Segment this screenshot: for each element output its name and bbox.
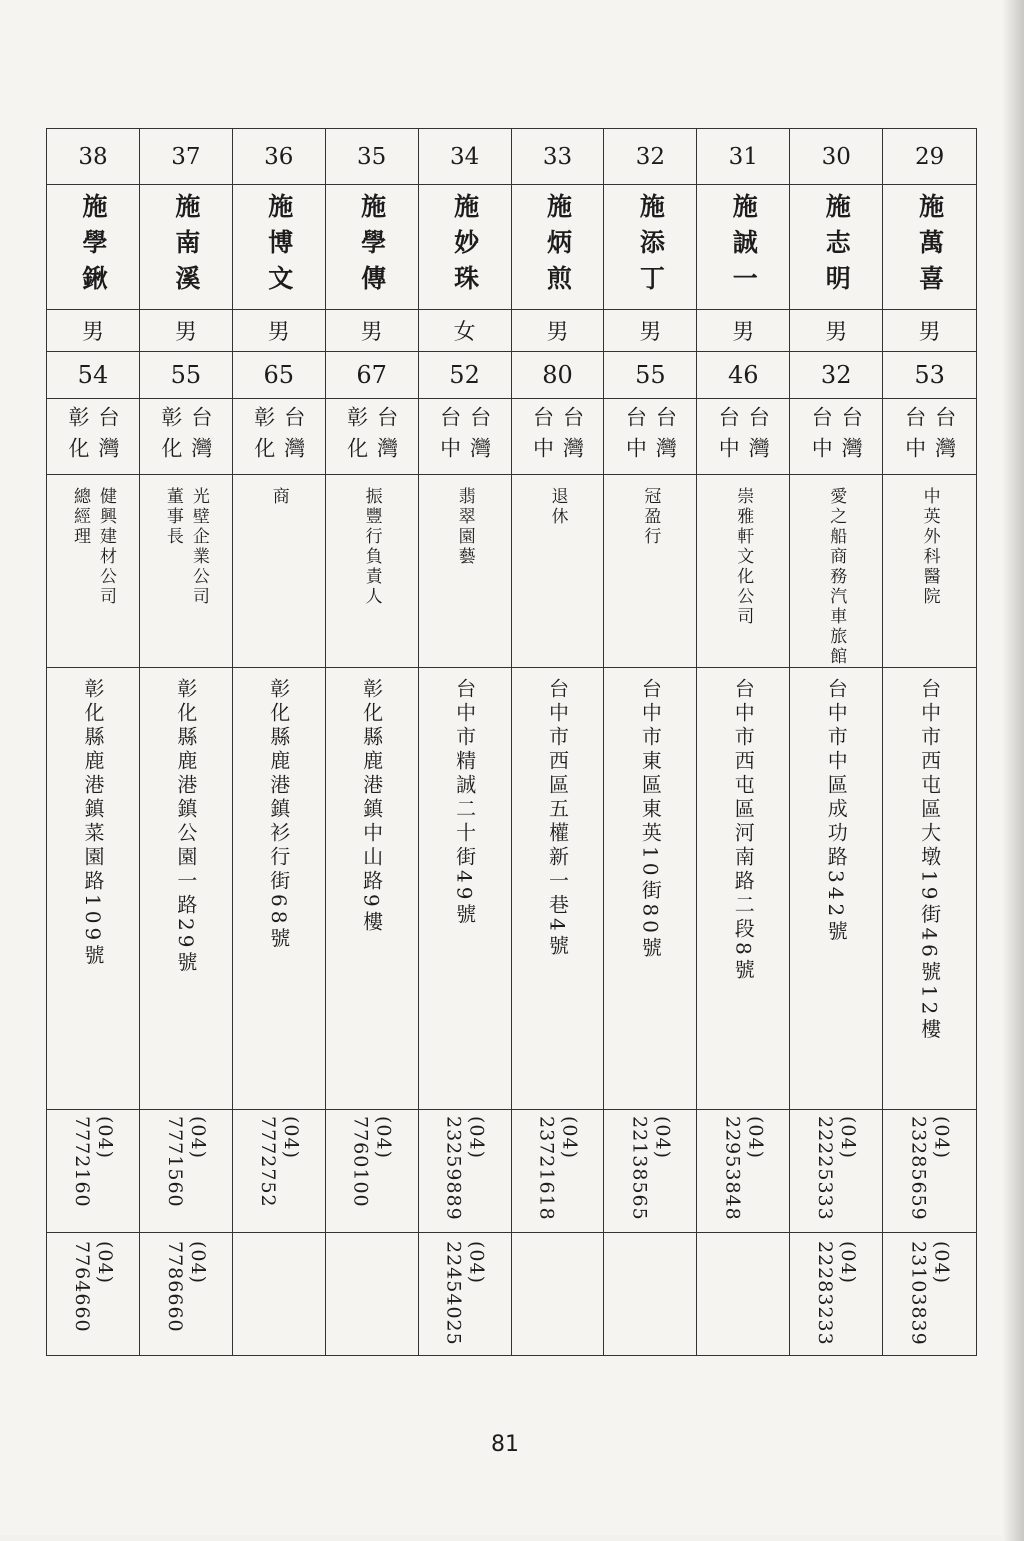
person-name: 施學鍬	[78, 193, 108, 301]
phone-part: (04)	[651, 1116, 674, 1160]
phone-part: 22454025	[442, 1241, 465, 1346]
age-cell	[233, 352, 325, 399]
origin	[900, 406, 960, 468]
sex: 男	[825, 320, 848, 345]
origin-part: 台灣	[281, 405, 306, 468]
sex: 男	[918, 320, 941, 345]
origin-part: 台灣	[932, 405, 957, 468]
age: 32	[820, 361, 852, 389]
occupation-line: 光壁企業公司	[188, 487, 209, 607]
origin-part: 彰化	[251, 405, 276, 468]
age-cell	[604, 352, 696, 399]
number-cell	[233, 129, 325, 185]
age-cell	[140, 352, 232, 399]
phone-part: (04)	[930, 1241, 953, 1285]
entry-number: 38	[78, 143, 108, 170]
address: 彰化縣鹿港鎮衫行街68號	[266, 678, 291, 952]
phone-part: (04)	[279, 1116, 302, 1160]
phone-number	[70, 1116, 116, 1208]
phone-cell	[790, 1233, 882, 1355]
phone-part: 7771560	[163, 1116, 186, 1208]
address: 台中市西區五權新一巷4號	[545, 678, 570, 959]
occupation-line: 冠盈行	[640, 487, 661, 547]
address: 台中市東區東英10街80號	[638, 678, 663, 961]
origin	[156, 406, 216, 468]
age: 52	[449, 361, 480, 389]
age: 46	[728, 361, 759, 389]
address-cell	[233, 668, 325, 1110]
phone-number	[813, 1116, 859, 1221]
sex-cell	[233, 310, 325, 352]
occupation-line: 振豐行負責人	[361, 487, 382, 607]
phone-cell	[326, 1233, 418, 1355]
number-cell	[140, 129, 232, 185]
table-column	[326, 129, 419, 1355]
origin-part: 彰化	[344, 405, 369, 468]
address: 台中市精誠二十街49號	[452, 678, 477, 928]
phone-cell	[697, 1233, 789, 1355]
table-column	[697, 129, 790, 1355]
phone-part: (04)	[186, 1241, 209, 1285]
origin	[713, 406, 773, 468]
origin-cell	[790, 399, 882, 475]
table-column	[512, 129, 605, 1355]
number-cell	[604, 129, 696, 185]
phone-cell	[883, 1233, 976, 1355]
occupation-line: 退休	[547, 487, 568, 527]
occupation	[917, 487, 943, 607]
phone-part: 7786660	[163, 1241, 186, 1333]
phone-part: 23285659	[907, 1116, 930, 1221]
phone-part: 7764660	[70, 1241, 93, 1333]
address-cell	[604, 668, 696, 1110]
occupation-cell	[883, 475, 976, 668]
table-column	[419, 129, 512, 1355]
name-cell	[47, 185, 139, 310]
name-cell	[140, 185, 232, 310]
address-cell	[790, 668, 882, 1110]
table-column	[604, 129, 697, 1355]
origin-part: 台灣	[746, 405, 771, 468]
number-cell	[512, 129, 604, 185]
phone-part: 23721618	[535, 1116, 558, 1221]
phone-cell	[233, 1110, 325, 1233]
phone-cell	[140, 1110, 232, 1233]
origin-cell	[419, 399, 511, 475]
person-name: 施博文	[264, 193, 294, 301]
phone-number	[163, 1241, 209, 1333]
origin	[527, 406, 587, 468]
phone-cell	[883, 1110, 976, 1233]
origin-cell	[512, 399, 604, 475]
person-name: 施南溪	[171, 193, 201, 301]
person-name: 施炳煎	[543, 193, 573, 301]
phone-part: 22283233	[814, 1241, 837, 1346]
occupation-line: 愛之船商務汽車旅館	[826, 487, 847, 667]
occupation	[730, 487, 756, 627]
origin-part: 台灣	[467, 405, 492, 468]
phone-part: (04)	[372, 1116, 395, 1160]
sex-cell	[790, 310, 882, 352]
occupation	[452, 487, 478, 567]
phone-part: 22953848	[721, 1116, 744, 1221]
phone-part: 22225333	[814, 1116, 837, 1221]
table-column	[47, 129, 140, 1355]
table-column	[140, 129, 233, 1355]
name-cell	[790, 185, 882, 310]
number-cell	[419, 129, 511, 185]
occupation-cell	[790, 475, 882, 668]
sex-cell	[419, 310, 511, 352]
number-cell	[47, 129, 139, 185]
occupation-cell	[233, 475, 325, 668]
phone-cell	[233, 1233, 325, 1355]
sex-cell	[512, 310, 604, 352]
occupation-line: 健興建材公司	[95, 487, 116, 607]
name-cell	[419, 185, 511, 310]
origin-part: 台中	[437, 405, 462, 468]
origin-part: 彰化	[65, 405, 90, 468]
person-name: 施添丁	[636, 193, 666, 301]
entry-number: 36	[264, 143, 294, 170]
phone-cell	[47, 1233, 139, 1355]
occupation-line: 董事長	[162, 487, 183, 547]
entry-number: 31	[728, 143, 758, 170]
age-cell	[697, 352, 789, 399]
phone-cell	[419, 1110, 511, 1233]
sex: 女	[453, 320, 476, 345]
age-cell	[419, 352, 511, 399]
origin-part: 台中	[623, 405, 648, 468]
phone-number	[720, 1116, 766, 1221]
member-table	[46, 128, 977, 1356]
age: 65	[263, 361, 295, 389]
phone-part: (04)	[837, 1116, 860, 1160]
page-number: 81	[491, 1432, 519, 1457]
phone-part: (04)	[930, 1116, 953, 1160]
name-cell	[604, 185, 696, 310]
table-column	[883, 129, 976, 1355]
origin-part: 台灣	[653, 405, 678, 468]
phone-part: (04)	[465, 1116, 488, 1160]
origin-part: 台灣	[188, 405, 213, 468]
phone-number	[349, 1116, 395, 1208]
number-cell	[790, 129, 882, 185]
phone-number	[907, 1116, 953, 1221]
phone-part: 23259889	[442, 1116, 465, 1221]
occupation	[637, 487, 663, 547]
age: 80	[542, 361, 573, 389]
sex: 男	[174, 320, 197, 345]
address-cell	[512, 668, 604, 1110]
age-cell	[47, 352, 139, 399]
phone-number	[627, 1116, 673, 1221]
table-column	[233, 129, 326, 1355]
age-cell	[790, 352, 882, 399]
occupation-cell	[140, 475, 232, 668]
origin-cell	[326, 399, 418, 475]
sex-cell	[47, 310, 139, 352]
age-cell	[883, 352, 976, 399]
phone-cell	[697, 1110, 789, 1233]
occupation-cell	[47, 475, 139, 668]
address-cell	[326, 668, 418, 1110]
phone-part: 22138565	[628, 1116, 651, 1221]
sex-cell	[326, 310, 418, 352]
origin-part: 台灣	[560, 405, 585, 468]
entry-number: 33	[542, 143, 573, 170]
origin-part: 台中	[716, 405, 741, 468]
phone-number	[442, 1116, 488, 1221]
age-cell	[326, 352, 418, 399]
occupation-line: 總經理	[69, 487, 90, 547]
origin-part: 彰化	[158, 405, 183, 468]
origin-part: 台灣	[839, 405, 864, 468]
entry-number: 30	[821, 143, 851, 170]
person-name: 施志明	[822, 193, 852, 301]
origin-cell	[47, 399, 139, 475]
book-binding-shadow	[1002, 0, 1024, 1541]
name-cell	[697, 185, 789, 310]
address-cell	[697, 668, 789, 1110]
occupation	[160, 487, 212, 607]
occupation	[359, 487, 385, 607]
sex: 男	[267, 320, 290, 345]
name-cell	[883, 185, 976, 310]
origin-cell	[604, 399, 696, 475]
person-name: 施萬喜	[915, 193, 945, 301]
origin	[63, 406, 123, 468]
sex: 男	[546, 320, 569, 345]
phone-cell	[790, 1110, 882, 1233]
sex: 男	[360, 320, 383, 345]
phone-part: (04)	[558, 1116, 581, 1160]
phone-number	[534, 1116, 580, 1221]
age: 55	[635, 361, 666, 389]
entry-number: 34	[449, 143, 480, 170]
phone-part: (04)	[93, 1116, 116, 1160]
phone-number	[256, 1116, 302, 1208]
phone-part: 23103839	[907, 1241, 930, 1346]
address-cell	[140, 668, 232, 1110]
origin	[806, 406, 866, 468]
age: 54	[77, 361, 109, 389]
number-cell	[326, 129, 418, 185]
phone-part: (04)	[465, 1241, 488, 1285]
origin-part: 台中	[530, 405, 555, 468]
origin-cell	[140, 399, 232, 475]
name-cell	[326, 185, 418, 310]
phone-number	[163, 1116, 209, 1208]
origin-cell	[883, 399, 976, 475]
occupation-line: 中英外科醫院	[919, 487, 940, 607]
occupation-cell	[326, 475, 418, 668]
address: 彰化縣鹿港鎮公園一路29號	[173, 678, 198, 976]
address: 台中市西屯區大墩19街46號12樓	[917, 678, 942, 1043]
phone-cell	[512, 1233, 604, 1355]
name-cell	[512, 185, 604, 310]
phone-part: (04)	[837, 1241, 860, 1285]
occupation-cell	[419, 475, 511, 668]
age: 55	[170, 361, 202, 389]
entry-number: 29	[914, 143, 945, 170]
address: 彰化縣鹿港鎮中山路9樓	[359, 678, 384, 935]
person-name: 施誠一	[729, 193, 759, 301]
origin-part: 台中	[809, 405, 834, 468]
occupation-line: 翡翠園藝	[454, 487, 475, 567]
age-cell	[512, 352, 604, 399]
name-cell	[233, 185, 325, 310]
age: 67	[356, 361, 387, 389]
address: 彰化縣鹿港鎮菜園路109號	[80, 678, 105, 969]
occupation-cell	[697, 475, 789, 668]
phone-cell	[419, 1233, 511, 1355]
origin-part: 台灣	[374, 405, 399, 468]
phone-cell	[604, 1233, 696, 1355]
origin-part: 台灣	[95, 405, 120, 468]
phone-number	[442, 1241, 488, 1346]
phone-part: 7772160	[70, 1116, 93, 1208]
address-cell	[47, 668, 139, 1110]
age: 53	[914, 361, 945, 389]
phone-part: (04)	[744, 1116, 767, 1160]
occupation-cell	[512, 475, 604, 668]
occupation-line: 商	[268, 487, 289, 507]
phone-number	[907, 1241, 953, 1346]
sex: 男	[81, 320, 104, 345]
sex-cell	[140, 310, 232, 352]
phone-cell	[512, 1110, 604, 1233]
sex-cell	[604, 310, 696, 352]
entry-number: 32	[635, 143, 666, 170]
address-cell	[419, 668, 511, 1110]
occupation-cell	[604, 475, 696, 668]
phone-part: 7772752	[256, 1116, 279, 1208]
occupation	[544, 487, 570, 527]
origin-part: 台中	[902, 405, 927, 468]
phone-cell	[326, 1110, 418, 1233]
phone-cell	[604, 1110, 696, 1233]
origin	[620, 406, 680, 468]
occupation	[823, 487, 849, 667]
sex: 男	[732, 320, 755, 345]
phone-cell	[47, 1110, 139, 1233]
person-name: 施學傳	[357, 193, 387, 301]
occupation-line: 崇雅軒文化公司	[733, 487, 754, 627]
phone-part: 7760100	[349, 1116, 372, 1208]
address: 台中市西屯區河南路二段8號	[731, 678, 756, 983]
origin	[435, 406, 495, 468]
entry-number: 37	[171, 143, 201, 170]
occupation	[67, 487, 119, 607]
number-cell	[883, 129, 976, 185]
origin-cell	[697, 399, 789, 475]
sex: 男	[639, 320, 662, 345]
address: 台中市中區成功路342號	[824, 678, 849, 945]
sex-cell	[883, 310, 976, 352]
phone-number	[813, 1241, 859, 1346]
origin-cell	[233, 399, 325, 475]
occupation	[266, 487, 292, 507]
phone-number	[70, 1241, 116, 1333]
phone-part: (04)	[186, 1116, 209, 1160]
address-cell	[883, 668, 976, 1110]
phone-cell	[140, 1233, 232, 1355]
sex-cell	[697, 310, 789, 352]
table-column	[790, 129, 883, 1355]
number-cell	[697, 129, 789, 185]
entry-number: 35	[357, 143, 387, 170]
origin	[342, 406, 402, 468]
phone-part: (04)	[93, 1241, 116, 1285]
person-name: 施妙珠	[450, 193, 480, 301]
origin	[249, 406, 309, 468]
